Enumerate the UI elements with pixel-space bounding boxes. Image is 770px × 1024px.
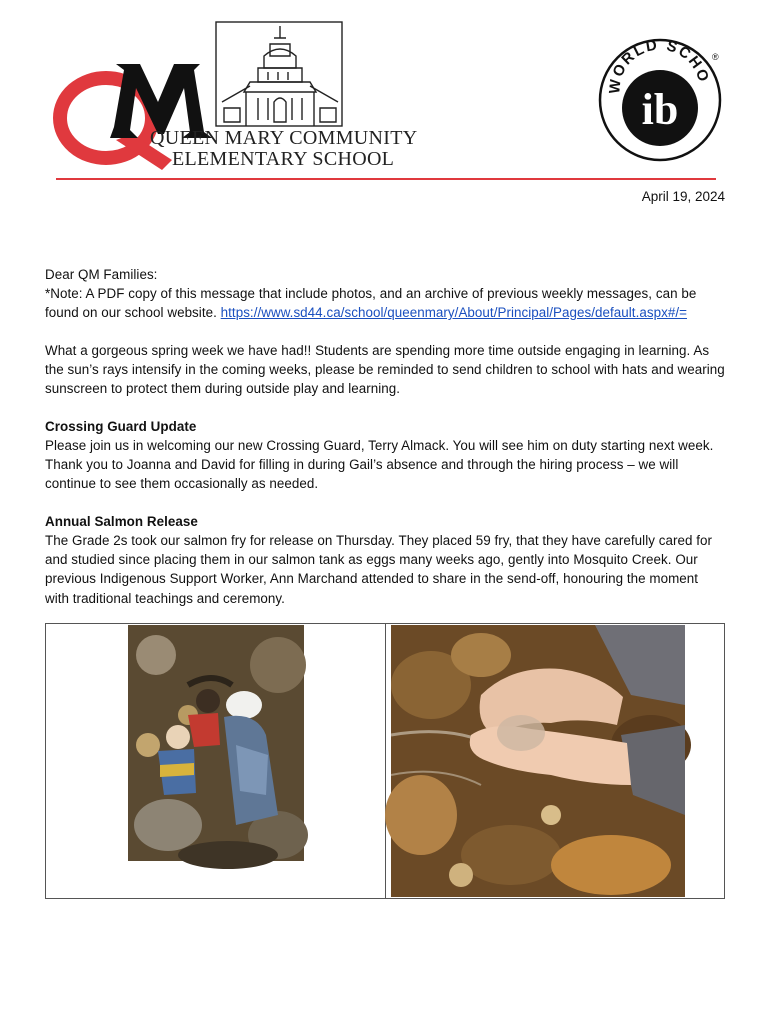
photo-hands-releasing-fry xyxy=(391,625,685,897)
ib-logo-mark: ib xyxy=(641,85,679,134)
school-building-sketch xyxy=(216,22,342,126)
letter-date: April 19, 2024 xyxy=(641,189,725,204)
photo-table-divider xyxy=(385,624,386,898)
ib-world-school-logo xyxy=(594,34,726,166)
crossing-guard-heading: Crossing Guard Update xyxy=(45,419,197,434)
pdf-note xyxy=(45,284,725,322)
intro-paragraph: What a gorgeous spring week we have had!! Students are spending more time outside engaging in learning. As the sun’s rays intensify in the coming weeks, please be reminded to send children to school with hats and wearing sunscreen to protect them during outside play and learning. xyxy=(45,343,725,397)
svg-text:®: ® xyxy=(712,52,719,62)
salmon-release-paragraph: The Grade 2s took our salmon fry for release on Thursday. They placed 59 fry, that they have carefully cared for and studied since placing them in our salmon tank as eggs many weeks ago, gently into Mosquito Creek. Our previous Indigenous Support Worker, Ann Marchand attended to share in the send-off, honouring the moment with traditional teachings and ceremony. xyxy=(45,533,713,606)
photo-students-at-creek xyxy=(128,625,304,861)
header-divider xyxy=(56,178,716,180)
crossing-guard-paragraph: Please join us in welcoming our new Crossing Guard, Terry Almack. You will see him on duty starting next week. Thank you to Joanna and David for filling in during Gail’s absence and through the hiring process – we will continue to see them occasionally as needed. xyxy=(45,438,714,492)
school-logo xyxy=(54,22,418,174)
school-name-line1: QUEEN MARY COMMUNITY xyxy=(150,127,418,149)
greeting: Dear QM Families: xyxy=(45,267,158,282)
website-link[interactable]: https://www.sd44.ca/school/queenmary/About/Principal/Pages/default.aspx#/= xyxy=(220,305,687,321)
photo-table xyxy=(45,623,725,899)
salmon-release-heading: Annual Salmon Release xyxy=(45,514,198,529)
pdf-note-text: *Note: A PDF copy of this message that include photos, and an archive of previous weekly messages, can be found on our school website. xyxy=(45,286,697,321)
ib-logo-ring-text: WORLD SCHO xyxy=(606,36,713,95)
school-name-line2: ELEMENTARY SCHOOL xyxy=(172,148,395,170)
